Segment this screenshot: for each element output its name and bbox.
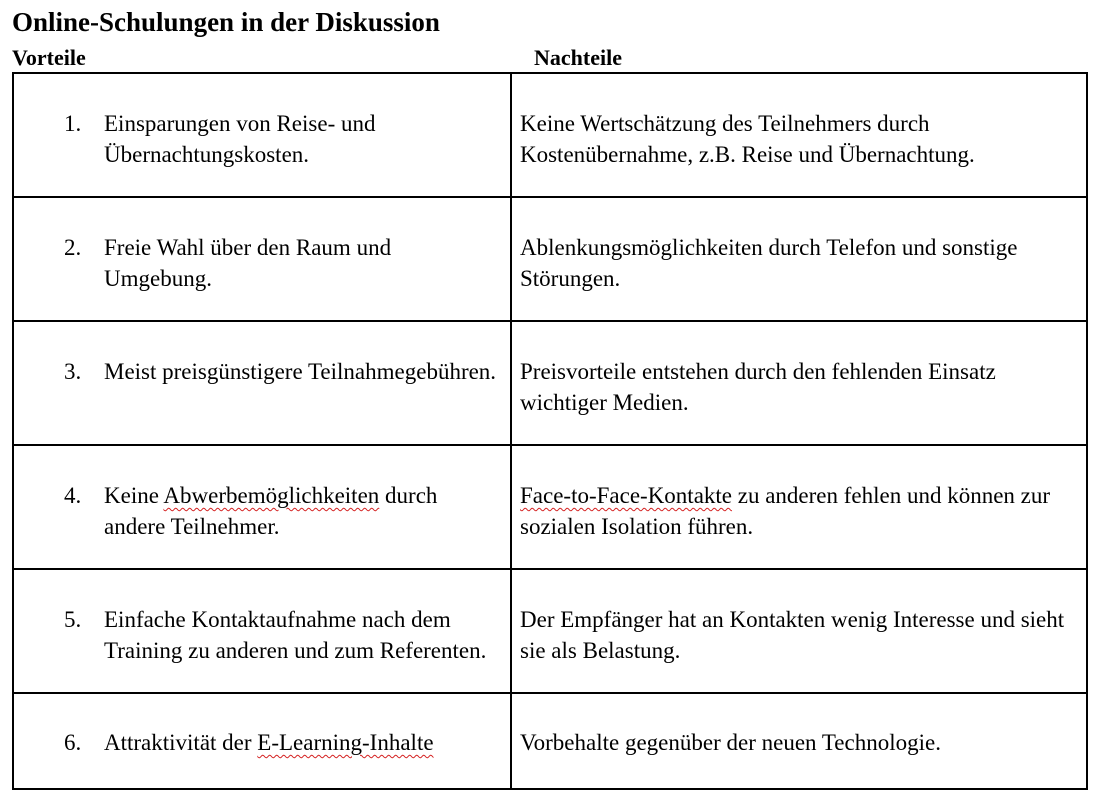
disadvantage-text: Der Empfänger hat an Kontakten wenig Interesse und sieht sie als Belastung. (520, 607, 1065, 663)
advantage-cell-1 (14, 74, 512, 198)
disadvantage-text: Preisvorteile entstehen durch den fehlenden Einsatz wichtiger Medien. (520, 359, 996, 415)
document-title: Online-Schulungen in der Diskussion (12, 7, 440, 37)
advantage-text-start: Attraktivität der (104, 730, 258, 755)
disadvantage-cell-5 (512, 570, 1086, 694)
disadvantage-cell-6 (512, 694, 1086, 788)
item-number: 6. (64, 730, 82, 755)
advantage-cell-2 (14, 198, 512, 322)
advantage-text-start: Keine (104, 483, 164, 508)
advantage-cell-3 (14, 322, 512, 446)
disadvantage-cell-2 (512, 198, 1086, 322)
item-number: 1. (64, 111, 82, 136)
disadvantage-text: Vorbehalte gegenüber der neuen Technologie. (520, 730, 941, 755)
advantage-text: Einfache Kontaktaufnahme nach dem Training zu anderen und zum Referenten. (104, 607, 487, 663)
advantage-text (104, 480, 504, 568)
item-number: 4. (64, 483, 82, 508)
item-number: 3. (64, 359, 82, 384)
disadvantages-header: Nachteile (534, 45, 622, 70)
advantage-text: Einsparungen von Reise- und Übernachtungskosten. (104, 111, 376, 167)
spellcheck-marked-word: Abwerbemöglichkeiten (163, 483, 380, 508)
advantages-header: Vorteile (12, 45, 86, 70)
disadvantage-text-end: zu anderen fehlen und können zur sozialen Isolation führen. (520, 483, 1051, 539)
disadvantage-text (520, 483, 1050, 539)
spellcheck-marked-word: Face-to-Face-Kontakte (520, 483, 733, 508)
disadvantage-cell-3 (512, 322, 1086, 446)
advantage-text (104, 727, 504, 788)
advantage-text-end: durch andere Teilnehmer. (104, 483, 438, 539)
disadvantage-cell-4 (512, 446, 1086, 570)
advantage-text: Meist preisgünstigere Teilnahmegebühren. (104, 359, 497, 384)
item-number: 2. (64, 235, 82, 260)
advantage-text: Freie Wahl über den Raum und Umgebung. (104, 235, 392, 291)
spellcheck-marked-word: E-Learning-Inhalte (257, 730, 434, 755)
disadvantage-text: Ablenkungsmöglichkeiten durch Telefon und sonstige Störungen. (520, 235, 1018, 291)
advantage-cell-5 (14, 570, 512, 694)
comparison-table (12, 72, 1088, 790)
advantage-cell-6 (14, 694, 512, 788)
item-number: 5. (64, 607, 82, 632)
advantage-cell-4 (14, 446, 512, 570)
disadvantage-cell-1 (512, 74, 1086, 198)
disadvantage-text: Keine Wertschätzung des Teilnehmers durch Kostenübernahme, z.B. Reise und Übernachtung. (520, 111, 975, 167)
